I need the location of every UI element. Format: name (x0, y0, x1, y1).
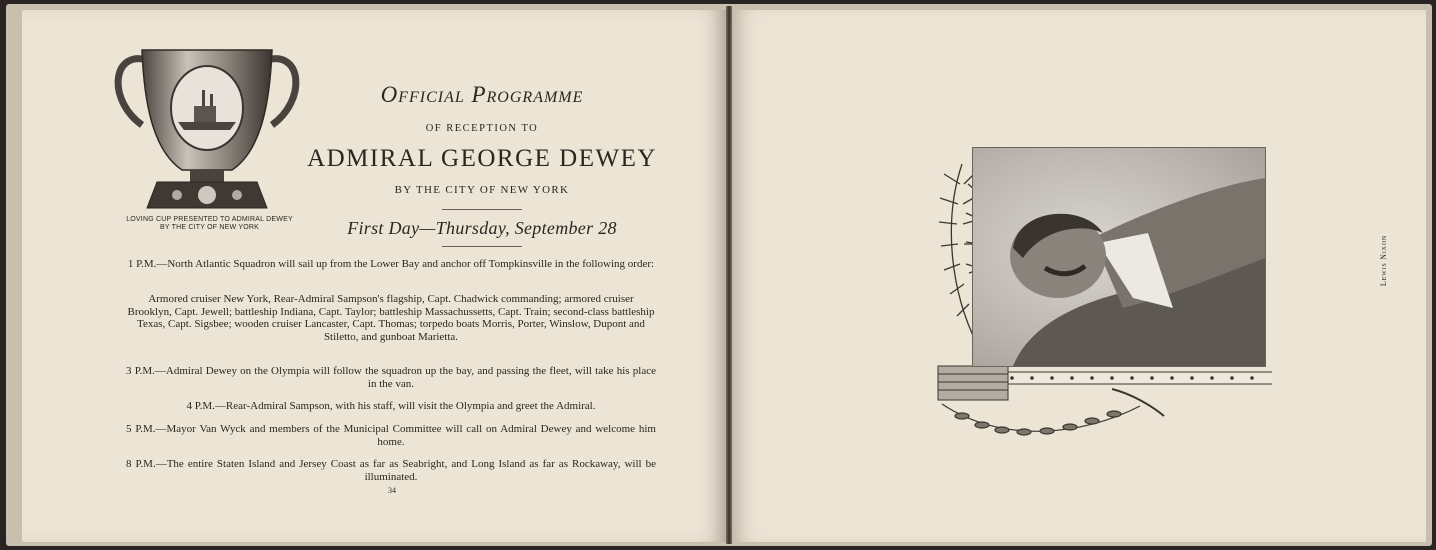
cup-caption (102, 216, 317, 232)
portrait-label-text: Lewis Nixon (1379, 234, 1389, 286)
page-number: 34 (388, 486, 396, 495)
by-city-line: BY THE CITY OF NEW YORK (394, 184, 570, 196)
portrait-label (1344, 230, 1424, 290)
portrait-photo (972, 147, 1266, 367)
schedule-item: Armored cruiser New York, Rear-Admiral Sampson's flagship, Capt. Chadwick commanding; armored cruiser Brooklyn, Capt. Jewell; battleship Indiana, Capt. Taylor; battleship Massachussetts, Capt. Train; second-class battleship Texas, Capt. Sigsbee; wooden cruiser Lancaster, Capt. Thomas; torpedo boats Morris, Porter, Winslow, Dupont and Stiletto, and gunboat Marietta. (127, 293, 655, 343)
schedule-item: 8 P.M.—The entire Staten Island and Jersey Coast as far as Seabright, and Long Island as far as Rockaway, will be illuminated. (126, 458, 656, 483)
divider (442, 209, 522, 210)
portrait-figure (973, 148, 1265, 366)
schedule-item: 3 P.M.—Admiral Dewey on the Olympia will follow the squadron up the bay, and passing the fleet, will take his place in the van. (126, 365, 656, 390)
schedule-item: 1 P.M.—North Atlantic Squadron will sail up from the Lower Bay and anchor off Tompkinsville in the following order: (127, 258, 655, 270)
loving-cup-illustration (102, 30, 312, 220)
schedule-item: 4 P.M.—Rear-Admiral Sampson, with his staff, will visit the Olympia and greet the Admiral. (186, 400, 596, 412)
right-page (732, 10, 1426, 542)
divider (442, 246, 522, 247)
cup-caption-line2: BY THE CITY OF NEW YORK (160, 224, 259, 231)
admiral-name: ADMIRAL GEORGE DEWEY (307, 145, 657, 172)
schedule-item: 5 P.M.—Mayor Van Wyck and members of the Municipal Committee will call on Admiral Dewey and welcome him home. (126, 423, 656, 448)
day-heading: First Day—Thursday, September 28 (347, 218, 617, 238)
cup-caption-line1: LOVING CUP PRESENTED TO ADMIRAL DEWEY (126, 216, 293, 223)
programme-title: Official Programme (380, 82, 584, 107)
left-page (22, 10, 726, 542)
programme-subtitle: OF RECEPTION TO (425, 123, 539, 134)
